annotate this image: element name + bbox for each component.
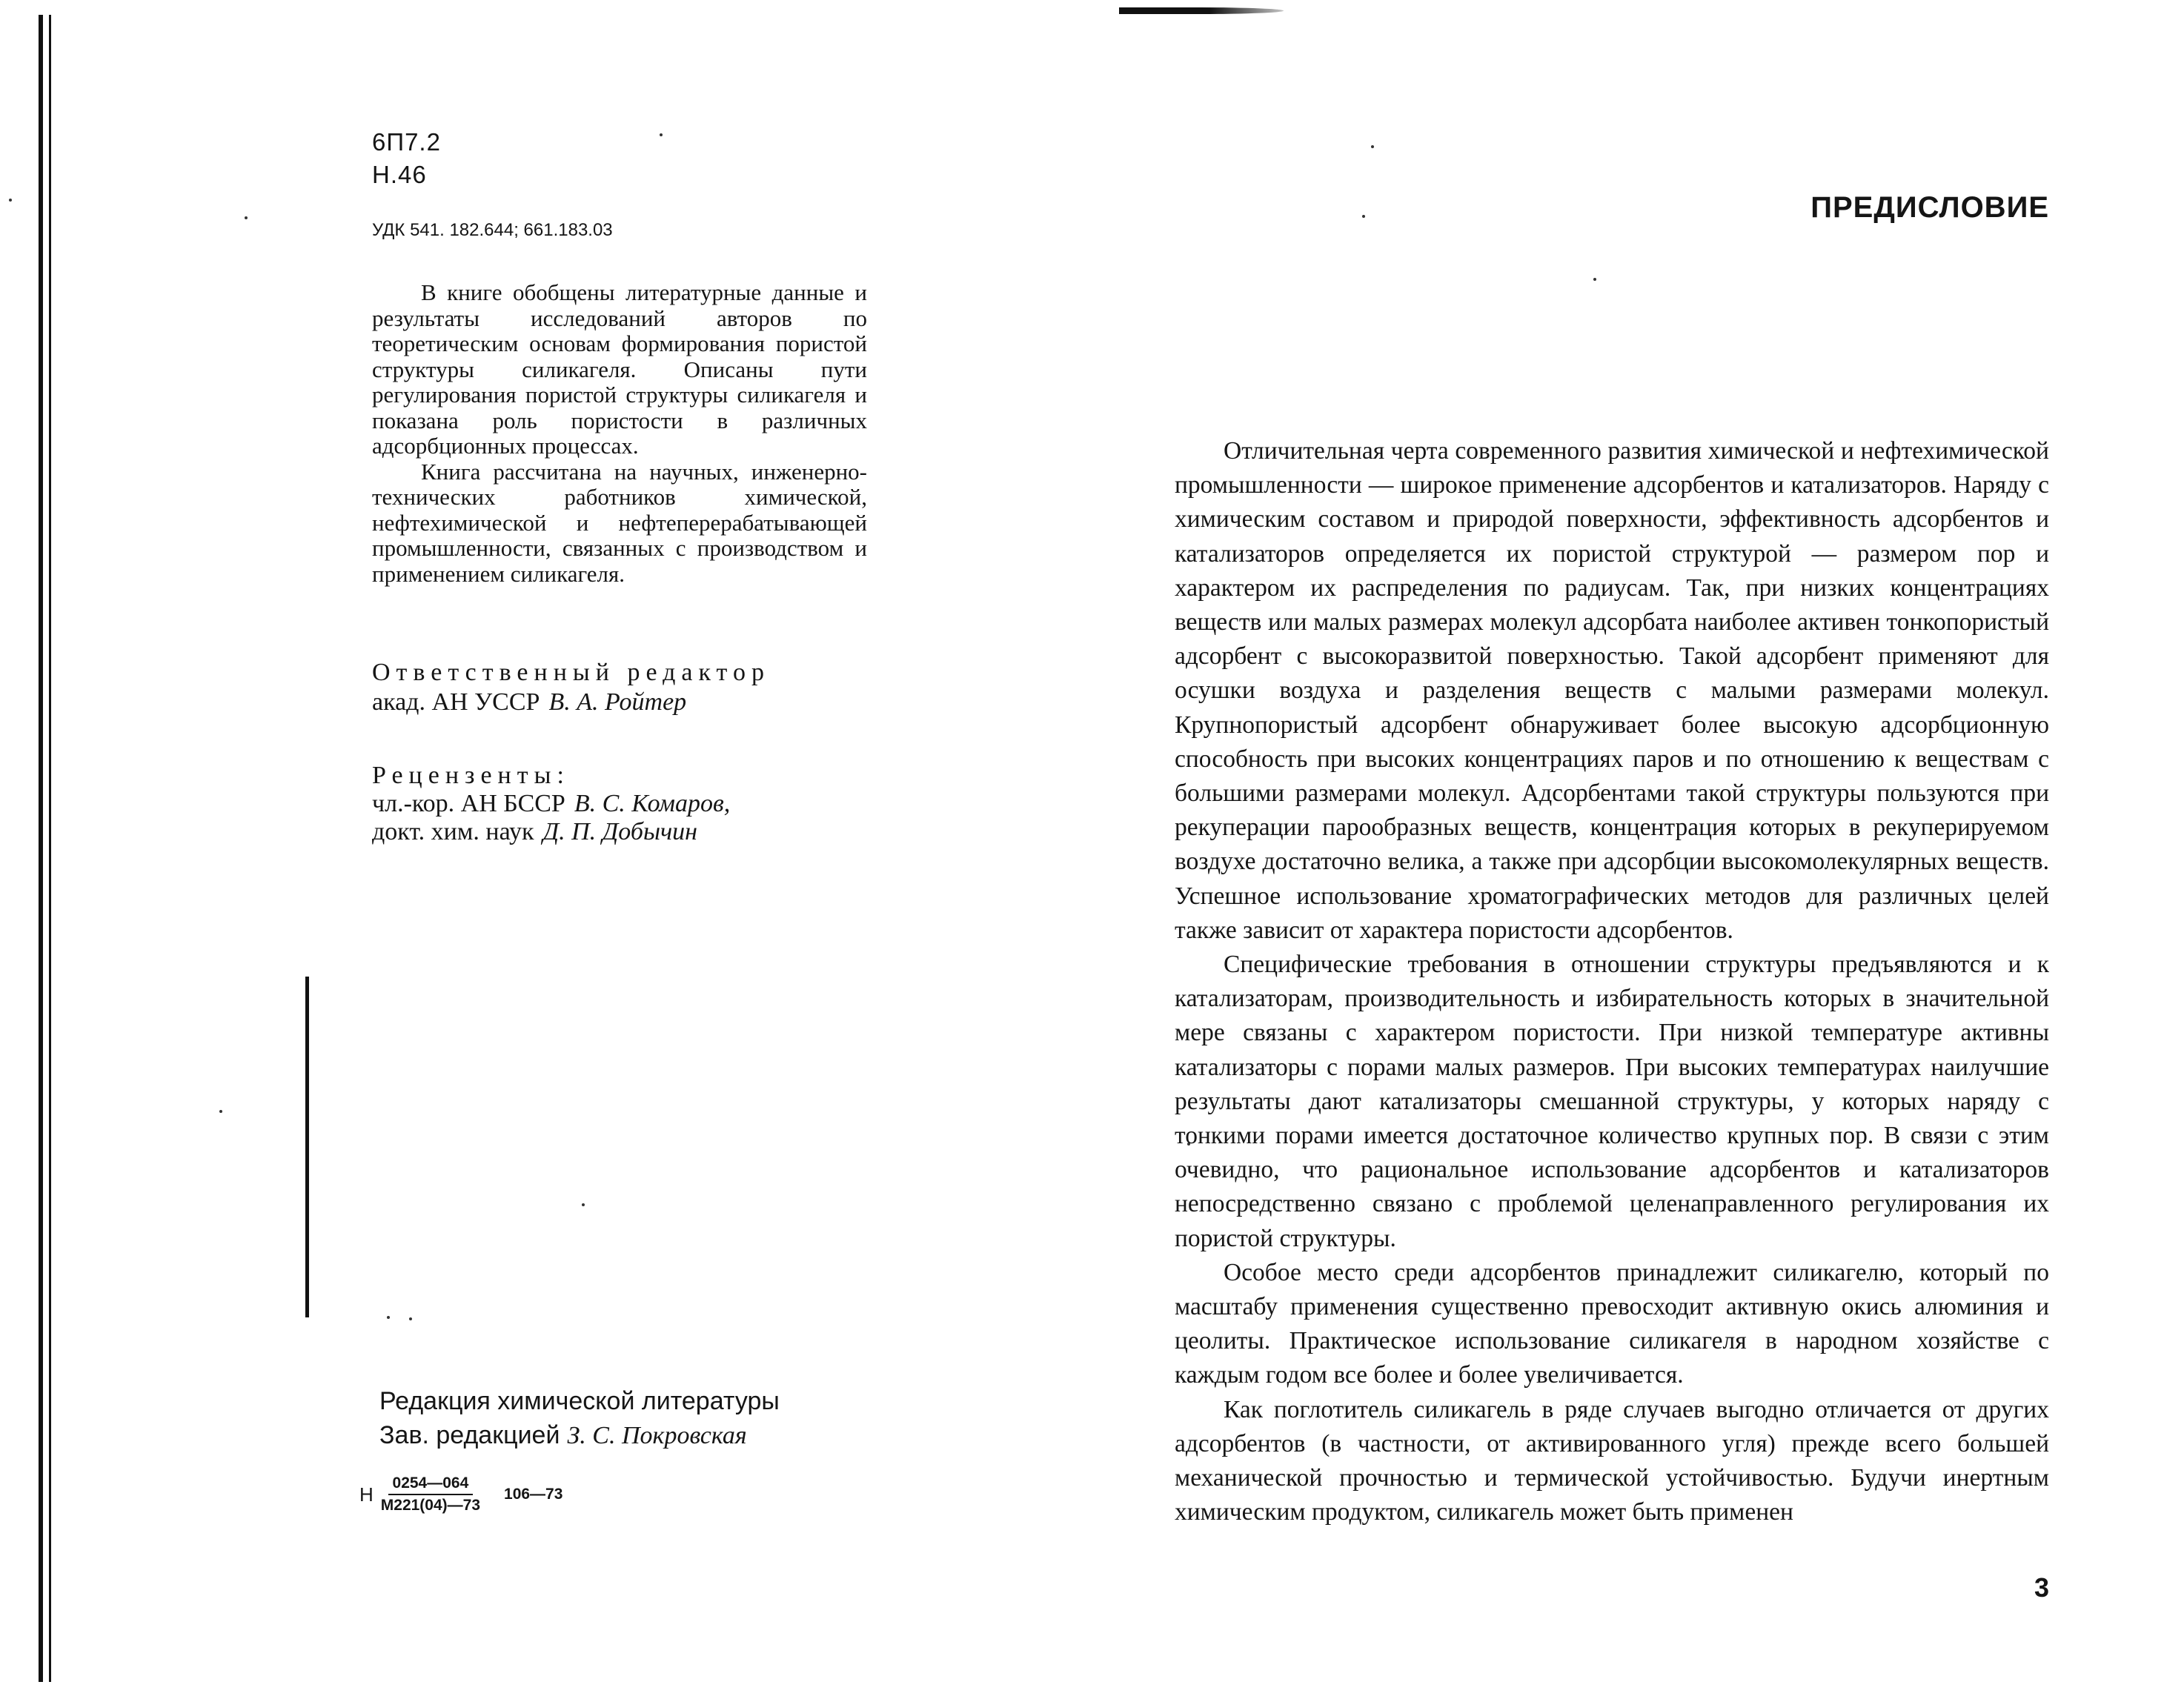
index-fraction: [376, 1474, 485, 1515]
publication-index: [359, 1474, 562, 1515]
dust-speck: [245, 216, 248, 219]
publisher-head-name: З. С. Покровская: [567, 1422, 747, 1449]
classification-code: [372, 126, 867, 191]
preface-paragraph: Особое место среди адсорбентов принадлежит силикагелю, который по масштабу применения существенно превосходит активную окись алюминия и цеолиты. Практическое использование силикагеля в народном хозяйстве с каждым годом все более и более увеличивается.: [1175, 1258, 2049, 1389]
page-title: ПРЕДИСЛОВИЕ: [1810, 191, 2049, 224]
page-number: 3: [2034, 1572, 2049, 1603]
reviewers: [372, 762, 867, 846]
preface-paragraph: Специфические требования в отношении структуры предъявляются и к катализаторам, производительность и избирательность которых в значительной мере связаны с характером пористости. При низкой температуре активны катализаторы с порами малых размеров. При высоких температурах наилучшие результаты дают катализаторы смешанной структуры, у которых наряду с тонкими порами имеется достаточное количество крупных пор. В связи с этим очевидно, что рациональное использование адсорбентов и катализаторов непосредственно связано с проблемой целенаправленного регулирования их пористой структуры.: [1175, 951, 2049, 1252]
publisher-line: [379, 1418, 839, 1453]
reviewer-line: [372, 790, 867, 818]
preface-body: [1175, 434, 2049, 1530]
reviewer-line: [372, 818, 867, 846]
editor-heading: Ответственный редактор: [372, 659, 770, 686]
right-page-preface: [1175, 0, 2049, 1699]
reviewer-name: В. С. Комаров,: [574, 790, 731, 817]
editor-line: [372, 688, 867, 717]
dust-speck: [582, 1203, 585, 1206]
publisher-label: Зав. редакцией: [379, 1421, 560, 1449]
left-page-imprint: [372, 126, 867, 846]
dust-speck: [409, 1317, 412, 1320]
scan-edge-line: [49, 15, 51, 1682]
responsible-editor: [372, 658, 867, 717]
abstract-paragraph: В книге обобщены литературные данные и результаты исследований авторов по теоретическим основам формирования пористой структуры силикагеля. Описаны пути регулирования пористой структуры силикагеля и показана роль пористости в различных адсорбционных процессах.: [372, 279, 867, 459]
index-prefix: Н: [359, 1483, 374, 1506]
editor-name: В. А. Ройтер: [548, 688, 687, 716]
classification-line: 6П7.2: [372, 128, 441, 156]
abstract-paragraph: Книга рассчитана на научных, инженерно-технических работников химической, нефтехимической и нефтеперерабатывающей промышленности, связанных с производством и применением силикагеля.: [372, 458, 867, 587]
preface-paragraph: Отличительная черта современного развития химической и нефтехимической промышленности — широкое применение адсорбентов и катализаторов. Наряду с химическим составом и природой поверхности, эффективность адсорбентов и катализаторов определяется их пористой структурой — размером пор и характером их распределения по радиусам. Так, при низких концентрациях веществ или малых размерах молекул адсорбата наиболее активен тонкопористый адсорбент с высокоразвитой поверхностью. Такой адсорбент применяют для осушки воздуха и разделения веществ с малыми размерами молекул. Крупнопористый адсорбент обнаруживает более высокую адсорбционную способность при высоких концентрациях паров и по отношению к веществам с большими размерами молекул. Адсорбентами такой структуры пользуются при рекуперации парообразных веществ, концентрация которых в рекуперируемом воздухе достаточно велика, а также при адсорбции высокомолекулярных веществ. Успешное использование хроматографических методов для различных целей также зависит от характера пористости адсорбентов.: [1175, 437, 2049, 944]
dust-speck: [387, 1316, 390, 1319]
index-suffix: 106—73: [504, 1486, 563, 1503]
index-denominator: М221(04)—73: [380, 1497, 481, 1514]
reviewer-name: Д. П. Добычин: [542, 818, 698, 845]
dust-speck: [9, 199, 12, 202]
publisher-line: Редакция химической литературы: [379, 1387, 780, 1415]
binding-mark: [305, 977, 309, 1317]
udk-code: УДК 541. 182.644; 661.183.03: [372, 220, 613, 240]
reviewer-title: чл.-кор. АН БССР: [372, 790, 565, 817]
reviewers-heading: Рецензенты:: [372, 762, 570, 789]
publisher-editorial: [379, 1384, 839, 1453]
abstract: [372, 280, 867, 587]
index-numerator: 0254—064: [388, 1474, 474, 1495]
classification-line: Н.46: [372, 161, 427, 188]
editor-title: акад. АН УССР: [372, 688, 540, 716]
dust-speck: [219, 1110, 222, 1113]
reviewer-title: докт. хим. наук: [372, 818, 534, 845]
preface-paragraph: Как поглотитель силикагель в ряде случаев выгодно отличается от других адсорбентов (в частности, от активированного угля) прежде всего большей механической прочностью и термической устойчивостью. Будучи инертным химическим продуктом, силикагель может быть применен: [1175, 1395, 2049, 1526]
scan-edge-line: [39, 15, 43, 1682]
